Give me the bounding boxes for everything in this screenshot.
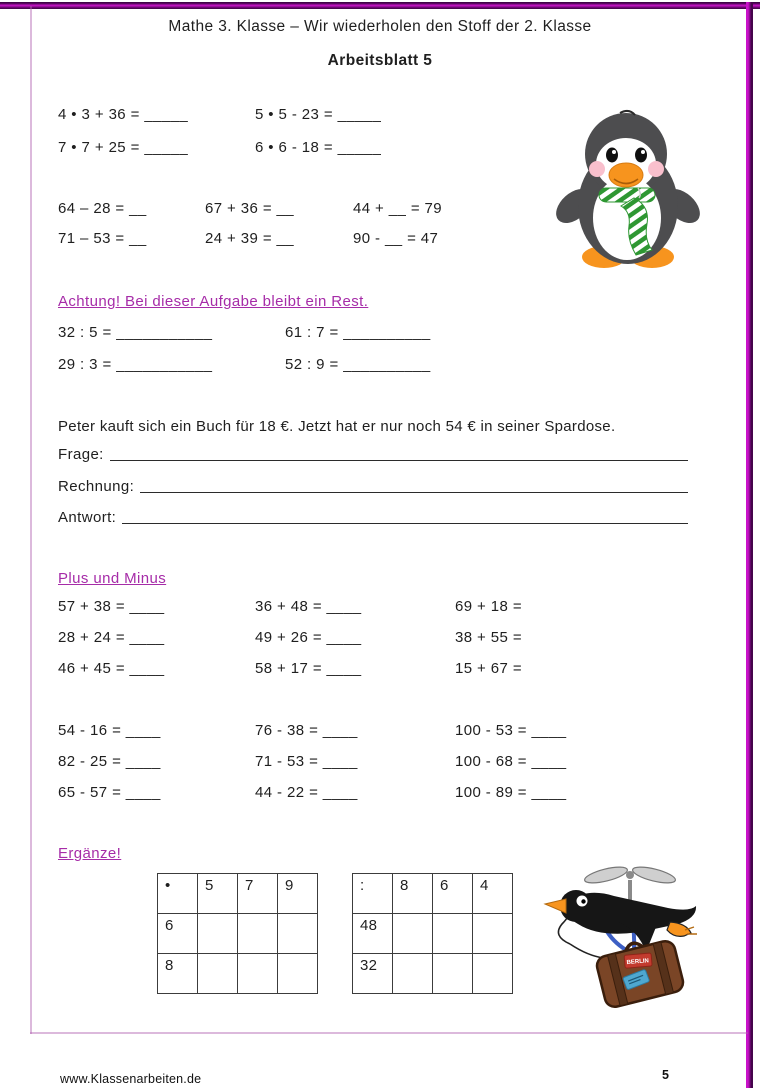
table-answer-cell — [433, 954, 473, 994]
page-border-right — [746, 2, 753, 1088]
division-section-heading: Achtung! Bei dieser Aufgabe bleibt ein Rest. — [58, 293, 369, 310]
section-add-sub — [58, 200, 442, 260]
table-answer-cell — [198, 954, 238, 994]
math-problem: 100 - 68 = ____ — [455, 753, 567, 770]
math-problem: 44 + __ = 79 — [353, 200, 443, 217]
section-subtraction — [58, 722, 567, 815]
math-problem: 4 • 3 + 36 = _____ — [58, 106, 189, 123]
word-problem-frage-row — [58, 441, 688, 463]
math-problem: 15 + 67 = — [455, 660, 522, 677]
page-border-top — [0, 2, 760, 9]
math-problem: 57 + 38 = ____ — [58, 598, 165, 615]
math-problem: 82 - 25 = ____ — [58, 753, 161, 770]
math-problem: 46 + 45 = ____ — [58, 660, 165, 677]
page-border-bottom — [30, 1032, 748, 1034]
math-problem: 100 - 53 = ____ — [455, 722, 567, 739]
math-problem: 49 + 26 = ____ — [255, 629, 362, 646]
math-problem: 65 - 57 = ____ — [58, 784, 161, 801]
worksheet-title: Mathe 3. Klasse – Wir wiederholen den Stoff der 2. Klasse — [168, 18, 592, 35]
plus-minus-heading: Plus und Minus — [58, 570, 167, 587]
erganze-heading: Ergänze! — [58, 845, 122, 862]
section-mult-mixed — [58, 106, 381, 172]
word-problem-text: Peter kauft sich ein Buch für 18 €. Jetzt hat er nur noch 54 € in seiner Spardose. — [58, 418, 616, 435]
table-header-cell: 4 — [473, 874, 513, 914]
table-answer-cell — [393, 914, 433, 954]
penguin-scarf-illustration — [550, 104, 706, 272]
math-problem: 67 + 36 = __ — [205, 200, 295, 217]
answer-blank-line — [122, 523, 688, 524]
footer-page-number: 5 — [662, 1068, 669, 1082]
table-answer-cell — [278, 914, 318, 954]
math-problem: 5 • 5 - 23 = _____ — [255, 106, 382, 123]
table-row-label: 6 — [158, 914, 198, 954]
word-problem-antwort-row — [58, 504, 688, 526]
table-answer-cell — [278, 954, 318, 994]
answer-blank-line — [110, 460, 688, 461]
antwort-label: Antwort: — [58, 509, 117, 526]
math-problem: 7 • 7 + 25 = _____ — [58, 139, 189, 156]
section-addition — [58, 598, 522, 691]
table-answer-cell — [473, 954, 513, 994]
math-problem: 90 - __ = 47 — [353, 230, 439, 247]
section-division — [58, 324, 431, 388]
flying-penguin-illustration — [540, 860, 706, 1012]
table-header-cell: 5 — [198, 874, 238, 914]
table-row-label: 8 — [158, 954, 198, 994]
math-problem: 76 - 38 = ____ — [255, 722, 358, 739]
table-header-cell: 8 — [393, 874, 433, 914]
math-problem: 69 + 18 = — [455, 598, 522, 615]
table-header-cell: • — [158, 874, 198, 914]
math-problem: 64 – 28 = __ — [58, 200, 147, 217]
math-problem: 58 + 17 = ____ — [255, 660, 362, 677]
answer-blank-line — [140, 492, 688, 493]
frage-label: Frage: — [58, 446, 104, 463]
math-problem: 52 : 9 = __________ — [285, 356, 431, 373]
footer-website: www.Klassenarbeiten.de — [60, 1072, 202, 1086]
math-problem: 38 + 55 = — [455, 629, 522, 646]
worksheet-subtitle: Arbeitsblatt 5 — [327, 52, 433, 69]
math-problem: 24 + 39 = __ — [205, 230, 295, 247]
math-problem: 100 - 89 = ____ — [455, 784, 567, 801]
math-problem: 6 • 6 - 18 = _____ — [255, 139, 382, 156]
rechnung-label: Rechnung: — [58, 478, 135, 495]
math-problem: 71 – 53 = __ — [58, 230, 147, 247]
division-table — [352, 873, 513, 994]
math-problem: 54 - 16 = ____ — [58, 722, 161, 739]
table-header-cell: 9 — [278, 874, 318, 914]
math-problem: 28 + 24 = ____ — [58, 629, 165, 646]
table-header-cell: 6 — [433, 874, 473, 914]
suitcase-sticker-text: BERLIN — [626, 958, 650, 967]
table-answer-cell — [473, 914, 513, 954]
table-answer-cell — [198, 914, 238, 954]
page-border-left — [30, 6, 32, 1034]
table-header-cell: 7 — [238, 874, 278, 914]
table-row-label: 32 — [353, 954, 393, 994]
math-problem: 36 + 48 = ____ — [255, 598, 362, 615]
multiplication-table — [157, 873, 318, 994]
table-answer-cell — [433, 914, 473, 954]
table-answer-cell — [238, 954, 278, 994]
math-problem: 29 : 3 = ___________ — [58, 356, 213, 373]
math-problem: 32 : 5 = ___________ — [58, 324, 213, 341]
math-problem: 61 : 7 = __________ — [285, 324, 431, 341]
math-problem: 71 - 53 = ____ — [255, 753, 358, 770]
table-row-label: 48 — [353, 914, 393, 954]
word-problem-rechnung-row — [58, 473, 688, 495]
math-problem: 44 - 22 = ____ — [255, 784, 358, 801]
table-answer-cell — [393, 954, 433, 994]
table-answer-cell — [238, 914, 278, 954]
table-header-cell: : — [353, 874, 393, 914]
